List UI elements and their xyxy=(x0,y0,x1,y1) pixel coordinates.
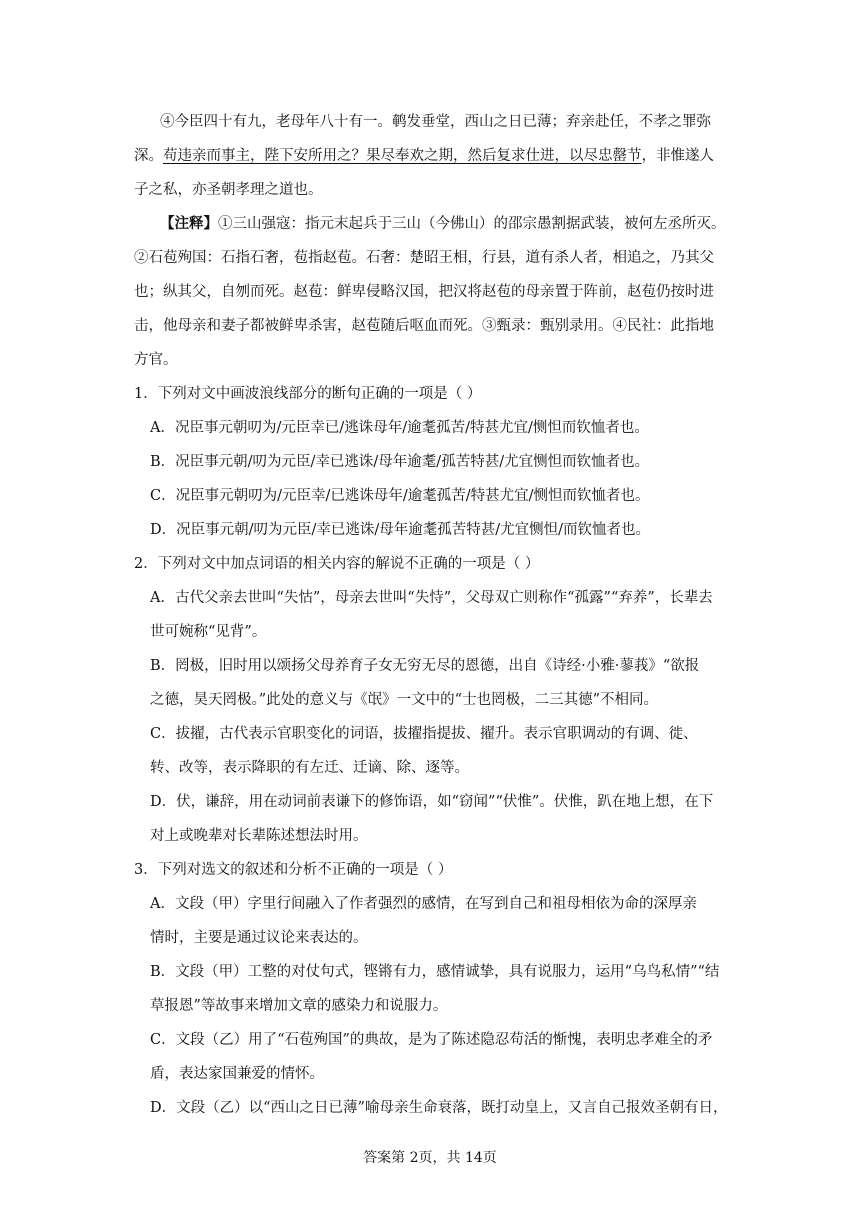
option-text: C．文段（乙）用了“石苞殉国”的典故，是为了陈述隐忍苟活的惭愧，表明忠孝难全的矛 xyxy=(150,1032,713,1048)
option-text: 之德，昊天罔极。”此处的意义与《氓》一文中的“士也罔极，二三其德”不相同。 xyxy=(150,692,658,708)
option-text: 草报恩”等故事来增加文章的感染力和说服力。 xyxy=(150,998,448,1014)
question-stem: 1．下列对文中画波浪线部分的断句正确的一项是（ ） xyxy=(134,386,482,402)
option-text: C．况臣事元朝叨为/元臣幸/已逃诛母年/逾耄孤苦/特甚尤宜/恻怛而钦恤者也。 xyxy=(150,488,650,504)
note-line: 也；纵其父，自刎而死。赵苞：鲜卑侵略汉国，把汉将赵苞的母亲置于阵前，赵苞仍按时进 xyxy=(134,284,714,300)
option-text: B．况臣事元朝/叨为元臣/幸已逃诛/母年逾耄/孤苦特甚/尤宜恻怛而钦恤者也。 xyxy=(150,454,650,470)
option-text: 世可婉称“见背”。 xyxy=(150,624,267,640)
option-text: A．况臣事元朝叨为/元臣幸已/逃诛母年/逾耄孤苦/特甚尤宜/恻怛而钦恤者也。 xyxy=(150,420,649,436)
option-text: B．罔极，旧时用以颂扬父母养育子女无穷无尽的恩德，出自《诗经·小雅·蓼莪》“欲报 xyxy=(150,658,700,674)
option-text: 情时，主要是通过议论来表达的。 xyxy=(150,930,368,946)
note-line: 方官。 xyxy=(134,352,178,368)
passage-text: ，非惟遂人 xyxy=(641,148,714,164)
option-text: 转、改等，表示降职的有左迁、迁谪、除、逐等。 xyxy=(150,760,469,776)
option-text: B．文段（甲）工整的对仗句式，铿锵有力，感情诚挚，具有说服力，运用“乌鸟私情”“结 xyxy=(150,964,720,980)
question-stem: 3．下列对选文的叙述和分析不正确的一项是（ ） xyxy=(134,862,453,878)
option-text: 盾，表达家国兼爱的情怀。 xyxy=(150,1066,324,1082)
passage-line: ④今臣四十有九，老母年八十有一。鹌发垂堂，西山之日已薄；弃亲赴任，不孝之罪弥 xyxy=(160,114,711,130)
option-text: A．文段（甲）字里行间融入了作者强烈的感情，在写到自己和祖母相依为命的深厚亲 xyxy=(150,896,697,912)
option-text: D．况臣事元朝/叨为元臣/幸已逃诛/母年逾耄孤苦特甚/尤宜恻怛/而钦恤者也。 xyxy=(150,522,651,538)
note-line: ②石苞殉国：石指石奢，苞指赵苞。石奢：楚昭王相，行县，道有杀人者，相追之，乃其父 xyxy=(134,250,714,266)
passage-text: 深。 xyxy=(134,148,163,164)
option-text: C．拔擢，古代表示官职变化的词语，拔擢指提拔、擢升。表示官职调动的有调、徙、 xyxy=(150,726,698,742)
passage-line xyxy=(134,146,744,166)
option-text: D．文段（乙）以“西山之日已薄”喻母亲生命衰落，既打动皇上，又言自己报效圣朝有日， xyxy=(150,1100,728,1116)
page-footer: 答案第 2页，共 14页 xyxy=(363,1150,497,1166)
note-label: 【注释】 xyxy=(160,215,218,232)
note-text: ①三山强寇：指元末起兵于三山（今佛山）的邵宗愚割据武装，被何左丞所灭。 xyxy=(218,216,726,232)
option-text: A．古代父亲去世叫“失怙”，母亲去世叫“失恃”，父母双亡则称作“孤露”“弃养”，长辈去 xyxy=(150,590,713,606)
underlined-sentence: 苟违亲而事主，陛下安所用之？果尽奉欢之期，然后复求仕进，以尽忠罄节 xyxy=(163,148,642,164)
note-line xyxy=(160,214,744,234)
question-stem: 2．下列对文中加点词语的相关内容的解说不正确的一项是（ ） xyxy=(134,556,540,572)
passage-line: 子之私，亦圣朝孝理之道也。 xyxy=(134,182,323,198)
option-text: 对上或晚辈对长辈陈述想法时用。 xyxy=(150,828,368,844)
note-line: 击，他母亲和妻子都被鲜卑杀害，赵苞随后呕血而死。③甄录：甄别录用。④民社：此指地 xyxy=(134,318,714,334)
option-text: D．伏，谦辞，用在动词前表谦下的修饰语，如“窃闻”“伏惟”。伏惟，趴在地上想，在下 xyxy=(150,794,714,810)
